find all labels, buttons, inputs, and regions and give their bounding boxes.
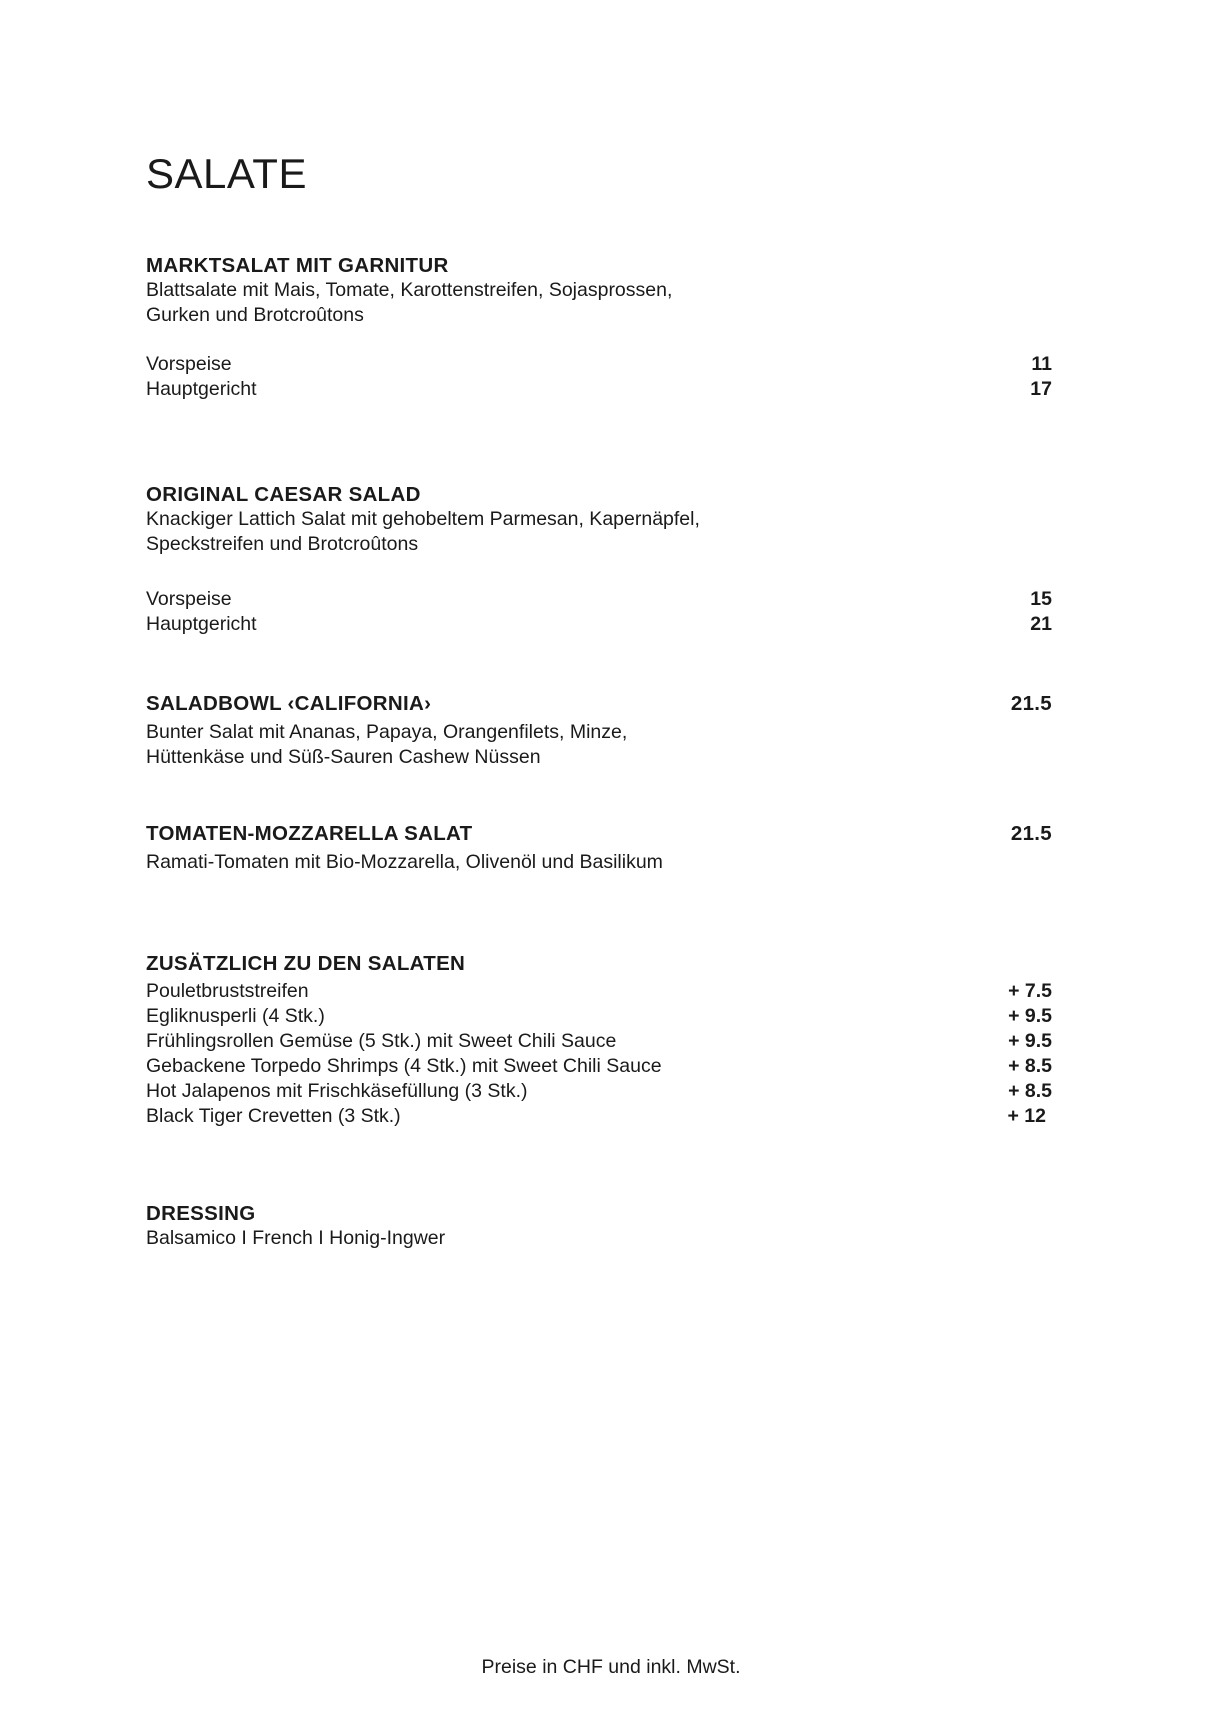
extra-price: + 9.5 [1008,1005,1052,1027]
extra-price: + 9.5 [1008,1030,1052,1052]
menu-item-california [146,691,1052,770]
item-description-line: Gurken und Brotcroûtons [146,304,364,326]
item-price: 21.5 [1010,692,1052,715]
item-name: ORIGINAL CAESAR SALAD [146,483,421,506]
item-heading [146,691,1052,716]
item-name: TOMATEN-MOZZARELLA SALAT [146,822,473,845]
option-label: Hauptgericht [146,613,257,635]
item-name: MARKTSALAT MIT GARNITUR [146,254,449,277]
item-description-line: Bunter Salat mit Ananas, Papaya, Orangenfilets, Minze, [146,721,628,743]
price-option-row [146,612,1052,637]
dressing-options: Balsamico I French I Honig-Ingwer [146,1227,446,1249]
extra-row [146,979,1052,1004]
option-price: 15 [1030,588,1052,610]
extra-label: Frühlingsrollen Gemüse (5 Stk.) mit Sweet Chili Sauce [146,1030,617,1052]
option-price: 11 [1031,353,1052,375]
extra-price: + 12 [1007,1105,1046,1127]
page-title: SALATE [146,150,307,197]
menu-item-tomaten-mozzarella [146,821,1052,875]
price-option-row [146,352,1052,377]
item-heading [146,482,1052,507]
menu-item-caesar [146,482,1052,637]
item-heading [146,821,1052,846]
option-label: Hauptgericht [146,378,257,400]
item-description-line: Hüttenkäse und Süß-Sauren Cashew Nüssen [146,746,541,768]
extra-row [146,1079,1052,1104]
item-price: 21.5 [1010,822,1052,845]
section-name: ZUSÄTZLICH ZU DEN SALATEN [146,952,466,975]
item-heading [146,253,1052,278]
section-name: DRESSING [146,1202,256,1225]
extra-row [146,1054,1052,1079]
item-description-line: Speckstreifen und Brotcroûtons [146,533,419,555]
extra-label: Pouletbruststreifen [146,980,309,1002]
price-option-row [146,377,1052,402]
option-label: Vorspeise [146,588,232,610]
extra-label: Egliknusperli (4 Stk.) [146,1005,325,1027]
option-price: 17 [1030,378,1052,400]
extra-price: + 8.5 [1008,1055,1052,1077]
extra-row [146,1029,1052,1054]
extra-price: + 7.5 [1008,980,1052,1002]
extra-label: Gebackene Torpedo Shrimps (4 Stk.) mit Sweet Chili Sauce [146,1055,662,1077]
extra-row [146,1004,1052,1029]
extra-row [146,1104,1052,1129]
section-heading [146,951,1052,976]
item-name: SALADBOWL ‹CALIFORNIA› [146,692,432,715]
option-price: 21 [1030,613,1052,635]
extra-label: Black Tiger Crevetten (3 Stk.) [146,1105,401,1127]
extras-section [146,951,1052,1129]
price-option-row [146,587,1052,612]
section-heading [146,1201,1052,1226]
item-description-line: Knackiger Lattich Salat mit gehobeltem Parmesan, Kapernäpfel, [146,508,700,530]
price-footnote: Preise in CHF und inkl. MwSt. [481,1656,741,1678]
option-label: Vorspeise [146,353,232,375]
extra-label: Hot Jalapenos mit Frischkäsefüllung (3 Stk.) [146,1080,528,1102]
item-description-line: Blattsalate mit Mais, Tomate, Karottenstreifen, Sojasprossen, [146,279,673,301]
menu-item-marktsalat [146,253,1052,402]
item-description-line: Ramati-Tomaten mit Bio-Mozzarella, Olivenöl und Basilikum [146,851,663,873]
extra-price: + 8.5 [1008,1080,1052,1102]
dressing-section [146,1201,1052,1251]
